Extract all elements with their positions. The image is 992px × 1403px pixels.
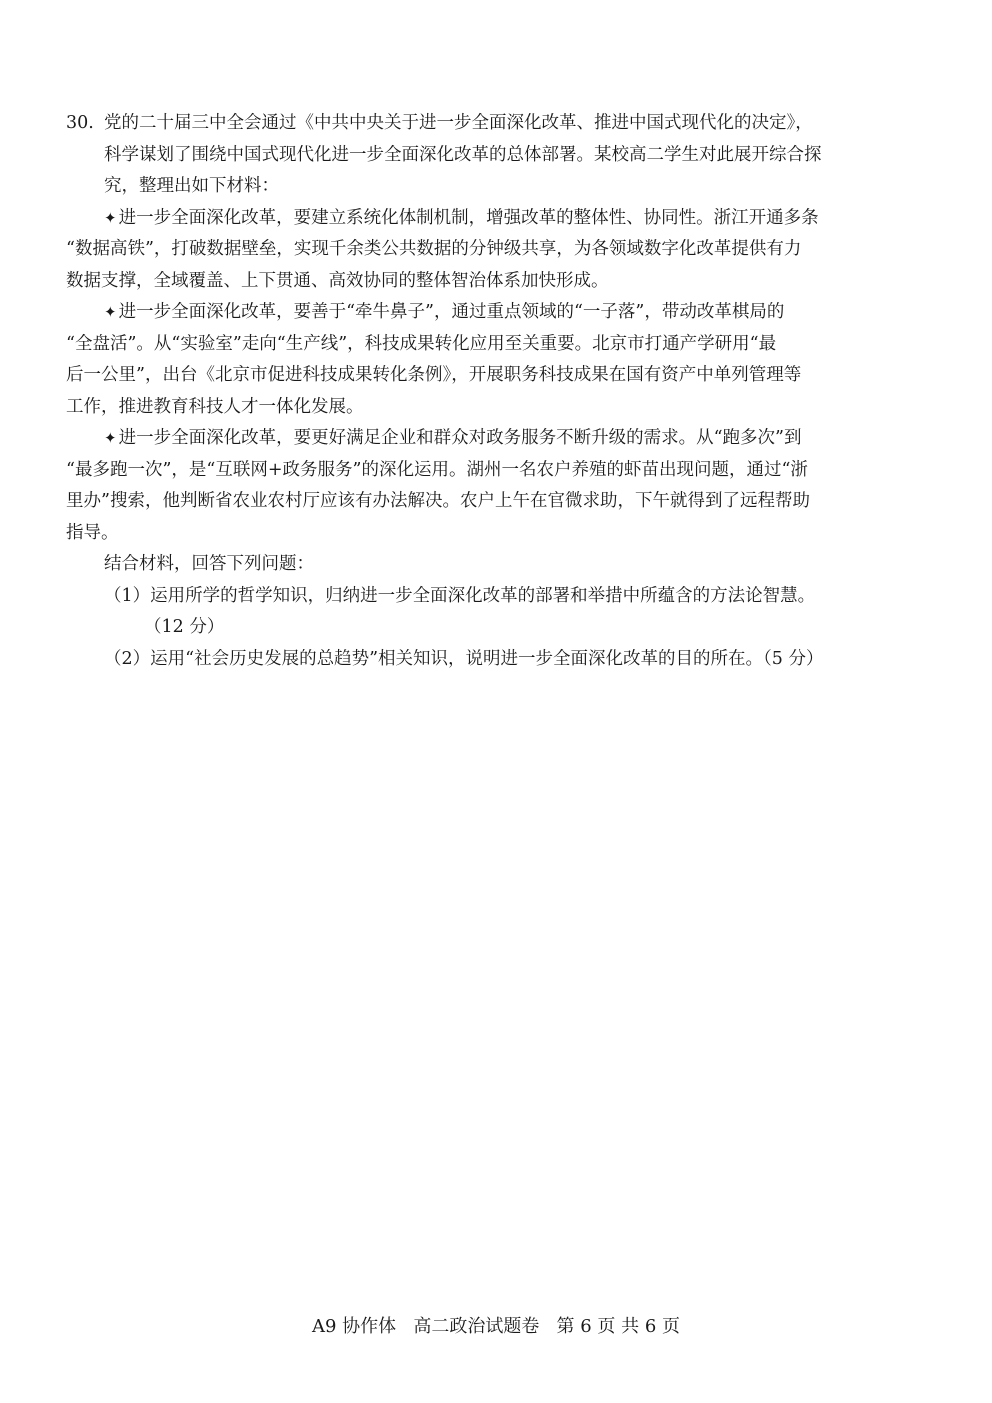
diamond-bullet-icon: ✦ <box>104 208 117 227</box>
footer-org: A9 协作体 <box>311 1316 397 1337</box>
footer-page-number: 第 6 页 共 6 页 <box>556 1316 681 1337</box>
question-stem-line-1 <box>66 108 928 140</box>
material-line: 数据支撑，全域覆盖、上下贯通、高效协同的整体智治体系加快形成。 <box>66 270 609 291</box>
footer-exam-title: 高二政治试题卷 <box>413 1316 540 1337</box>
sub-question-1-score: （12 分） <box>144 617 225 637</box>
sub-question-2 <box>66 644 928 676</box>
material-line: “全盘活”。从“实验室”走向“生产线”，科技成果转化应用至关重要。北京市打通产学研用“最 <box>66 333 777 354</box>
material-1 <box>66 203 928 298</box>
material-line: ✦ 进一步全面深化改革，要更好满足企业和群众对政务服务不断升级的需求。从“跑多次”到 <box>104 428 802 448</box>
question-number: 30. <box>66 113 94 133</box>
page-footer <box>0 1313 992 1341</box>
material-3 <box>66 423 928 549</box>
material-line: “数据高铁”，打破数据壁垒，实现千余类公共数据的分钟级共享，为各领域数字化改革提供有力 <box>66 239 802 259</box>
material-line: 里办”搜索，他判断省农业农村厅应该有办法解决。农户上午在官微求助，下午就得到了远程帮助 <box>66 491 810 511</box>
sub-question-label: （2） <box>104 648 151 669</box>
question-stem-line-3: 究，整理出如下材料： <box>104 176 279 196</box>
instruction-text: 结合材料，回答下列问题： <box>104 554 314 574</box>
question-30 <box>66 108 928 675</box>
material-line: 后一公里”，出台《北京市促进科技成果转化条例》，开展职务科技成果在国有资产中单列管理等 <box>66 365 802 385</box>
question-stem-text: 党的二十届三中全会通过《中共中央关于进一步全面深化改革、推进中国式现代化的决定》， <box>104 113 813 133</box>
sub-question-label: （1） <box>104 585 151 606</box>
diamond-bullet-icon: ✦ <box>104 303 117 321</box>
material-line: 指导。 <box>66 522 119 543</box>
material-line: “最多跑一次”，是“互联网+政务服务”的深化运用。湖州一名农户养殖的虾苗出现问题，通过“浙 <box>66 459 808 480</box>
material-2 <box>66 297 928 423</box>
sub-question-1 <box>66 581 928 613</box>
material-line: ✦ 进一步全面深化改革，要建立系统化体制机制，增强改革的整体性、协同性。浙江开通多条 <box>104 207 819 228</box>
material-line: 工作，推进教育科技人才一体化发展。 <box>66 396 364 417</box>
question-stem-line-2: 科学谋划了围绕中国式现代化进一步全面深化改革的总体部署。某校高二学生对此展开综合探 <box>104 144 822 165</box>
sub-question-text: 运用所学的哲学知识，归纳进一步全面深化改革的部署和举措中所蕴含的方法论智慧。 <box>150 585 816 606</box>
material-line: ✦ 进一步全面深化改革，要善于“牵牛鼻子”，通过重点领域的“一子落”，带动改革棋局的 <box>104 302 785 322</box>
diamond-bullet-icon: ✦ <box>104 429 117 447</box>
sub-question-text: 运用“社会历史发展的总趋势”相关知识，说明进一步全面深化改革的目的所在。（5 分） <box>150 648 824 669</box>
